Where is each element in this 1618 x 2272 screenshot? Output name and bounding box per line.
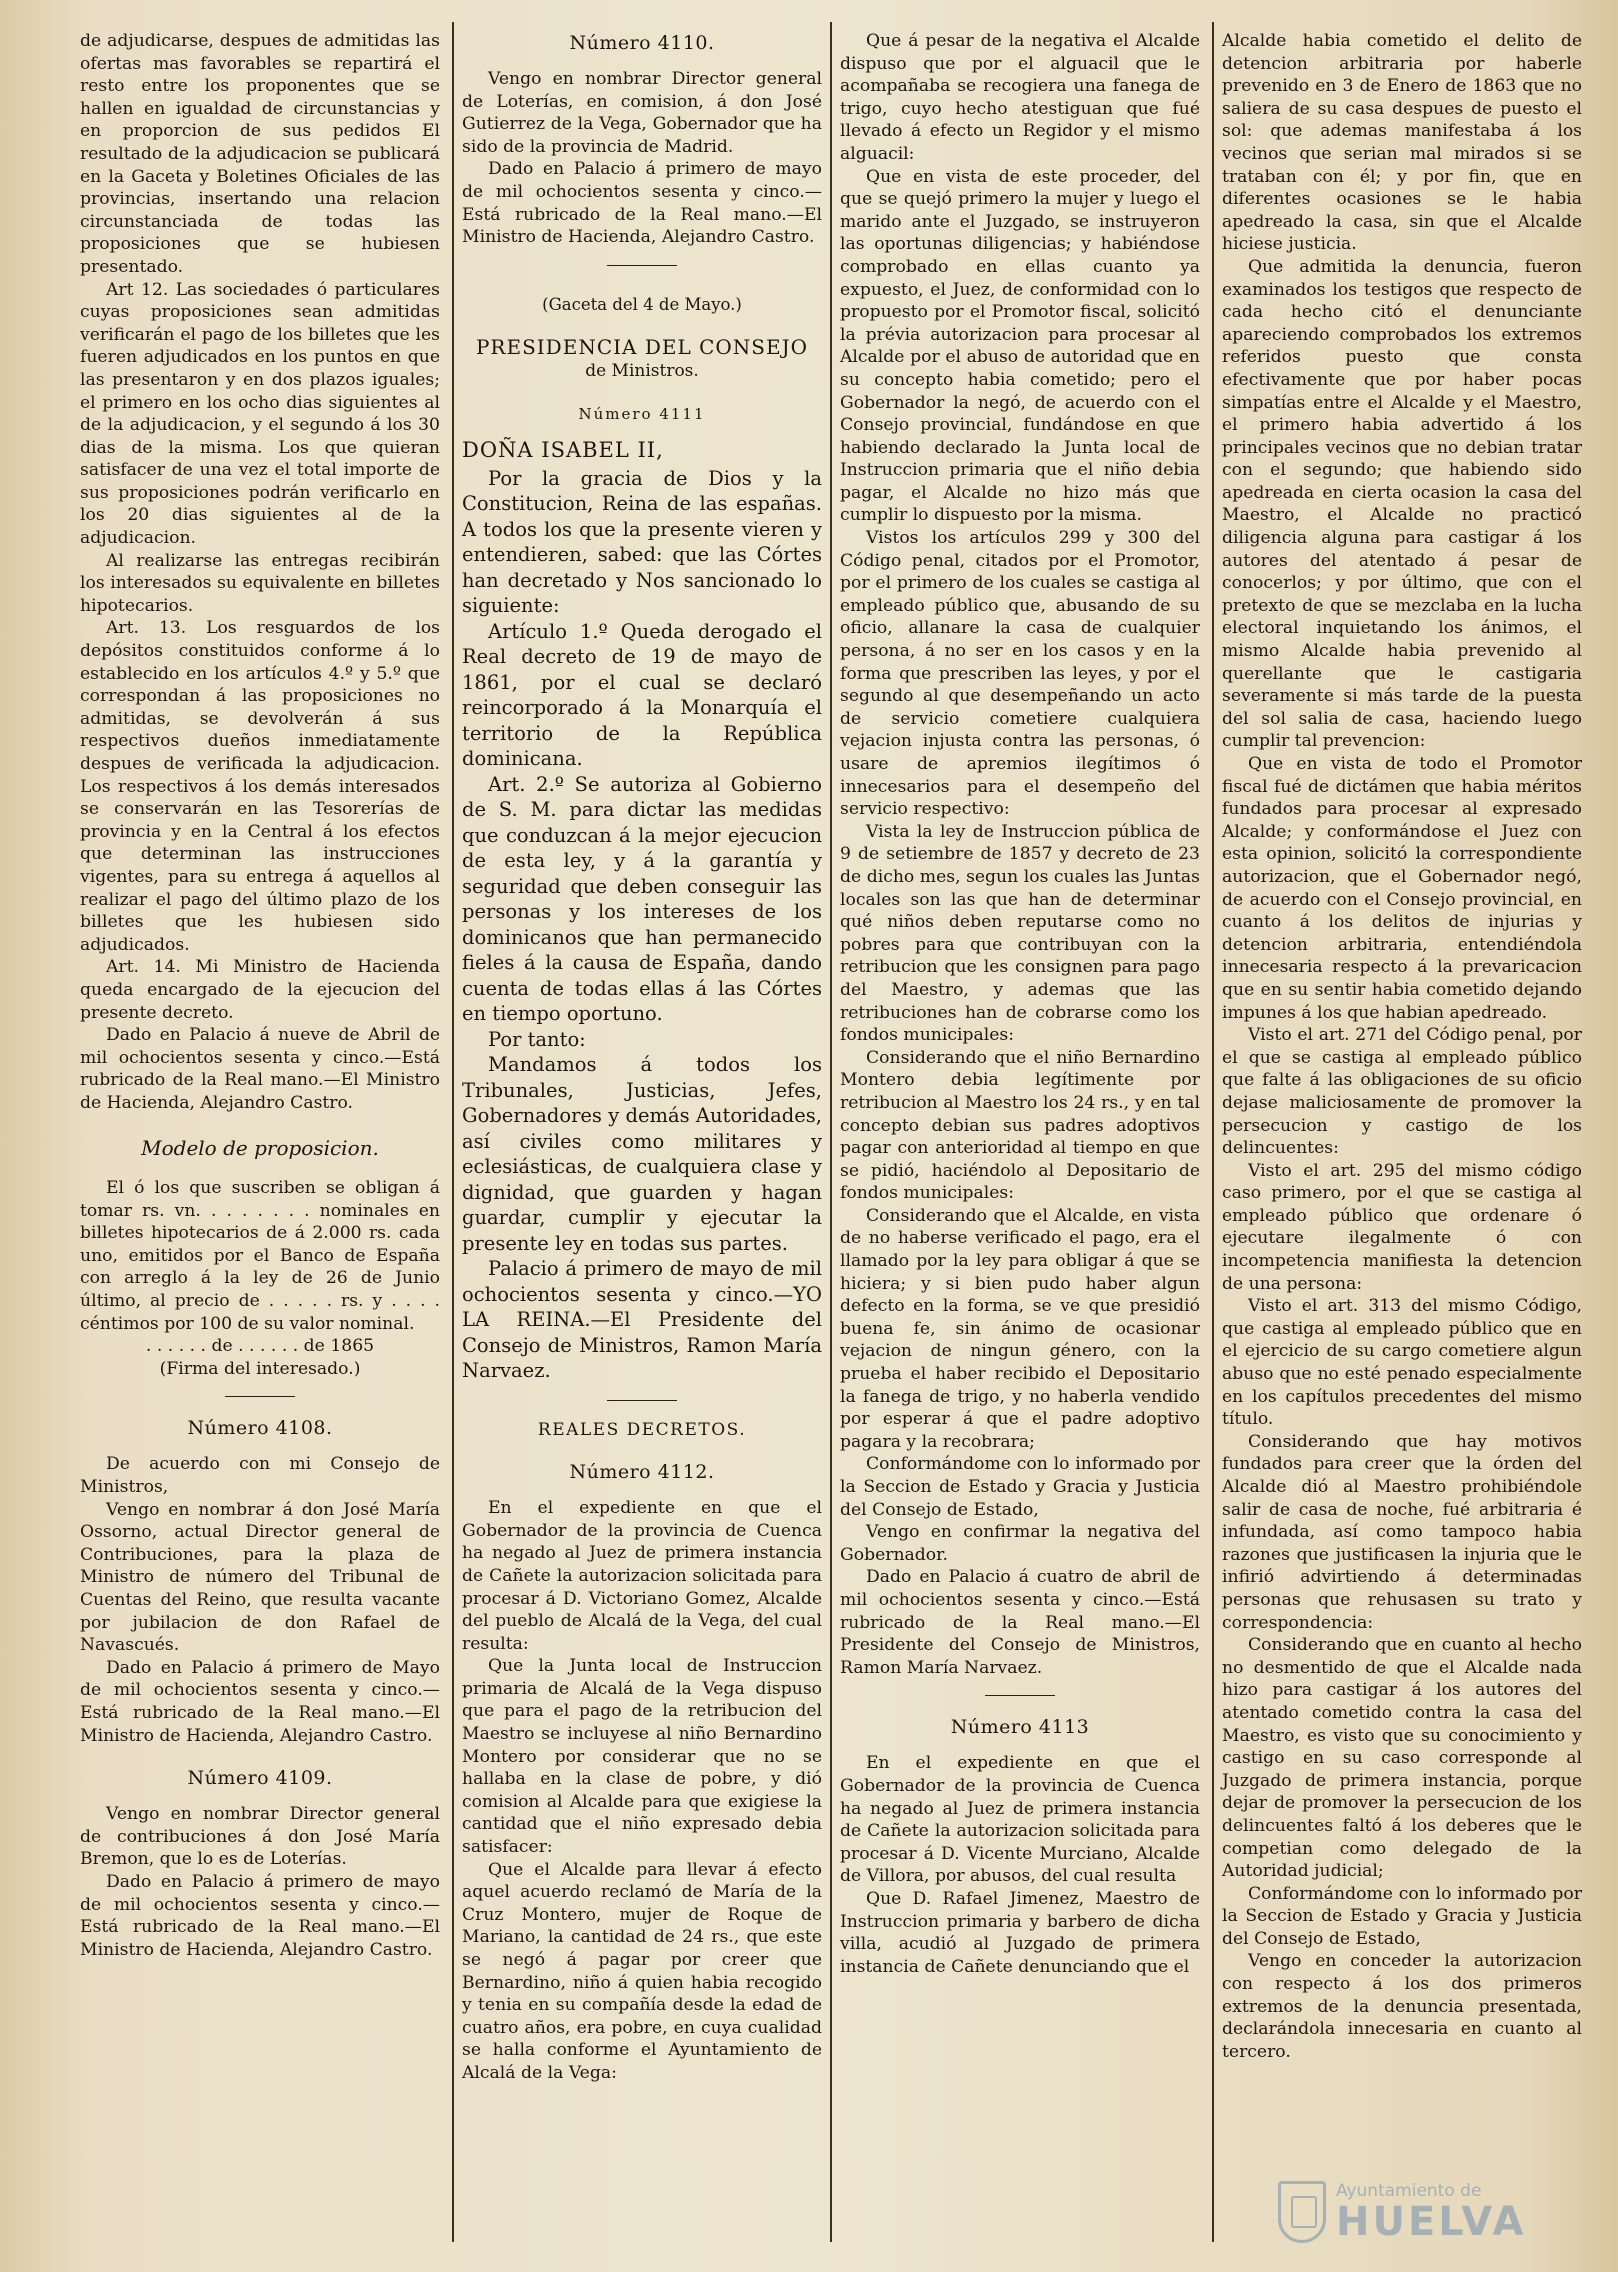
paragraph: de adjudicarse, despues de admitidas las ofertas mas favorables se repartirá el resto entre los proponentes que se hallen en igualdad de circunstancias y en proporcion de sus pedidos El resultado de la adjudicacion se publicará en la Gaceta y Boletines Oficiales de las provincias, insertando una relacion circunstanciada de todas las proposiciones que se hubiesen presentado. [80,31,440,277]
paragraph: Por la gracia de Dios y la Constitucion, Reina de las españas. A todos los que la presente vieren y entendieren, sabed: que las Córtes han decretado y Nos sancionado lo siguiente: [462,466,822,618]
paragraph: Mandamos á todos los Tribunales, Justicias, Jefes, Gobernadores y demás Autoridades, así civiles como militares y eclesiásticas, de cualquiera clase y dignidad, que guarden y hagan guardar, cumplir y ejecutar la presente ley en todas sus partes. [462,1053,822,1255]
column-rule [452,22,454,2242]
royal-heading: DOÑA ISABEL II, [462,437,664,462]
paragraph: Vistos los artículos 299 y 300 del Código penal, citados por el Promotor, por el primero de los cuales se castiga al empleado público que, abusando de su oficio, allanare la casa de cualquier persona, á no ser en los casos y en la forma que prescriben las leyes, y por el segundo al que desempeñando un acto de servicio cometiere cualquiera vejacion injusta contra las personas, ó usare de apremios ilegítimos ó innecesarios para el desempeño del servicio respectivo: [840,528,1200,820]
paragraph: En el expediente en que el Gobernador de la provincia de Cuenca ha negado al Juez de primera instancia de Cañete la autorizacion solicitada para procesar á D. Victoriano Gomez, Alcalde del pueblo de Alcalá de la Vega, del cual resulta: [462,1498,822,1654]
paragraph: Vengo en nombrar á don José María Ossorno, actual Director general de Contribuciones, para la plaza de Ministro de número del Tribunal de Cuentas del Reino, que resulta vacante por jubilacion de don Rafael de Navascués. [80,1499,440,1656]
separator [985,1695,1055,1696]
paragraph: Visto el art. 271 del Código penal, por el que se castiga al empleado público que falte á las obligaciones de su oficio dejase maliciosamente de promover la persecucion y castigo de los delincuentes: [1222,1025,1582,1159]
paragraph: Vengo en nombrar Director general de contribuciones á don José María Bremon, que lo es de Loterías. [80,1804,440,1870]
signature-note: (Firma del interesado.) [159,1358,361,1379]
column-3 [840,30,1200,1978]
separator [225,1396,295,1397]
paragraph: Que la Junta local de Instruccion primaria de Alcalá de la Vega dispuso que para el pago de la retribucion del Maestro se incluyese al niño Bernardino Montero por considerar que no se hallaba en la clase de pobre, y dió comision al Alcalde para que exigiese la cantidad que el niño expresado debia satisfacer: [462,1656,822,1858]
column-1 [80,30,440,1961]
section-subtitle: de Ministros. [585,361,699,382]
paragraph: Visto el art. 313 del mismo Código, que castiga al empleado público que en el ejercicio de su cargo cometiere algun abuso que no esté penado especialmente en los capítulos precedentes del mismo título. [1222,1296,1582,1430]
column-rule [830,22,832,2242]
paragraph: Conformándome con lo informado por la Seccion de Estado y Gracia y Justicia del Consejo de Estado, [840,1454,1200,1520]
paragraph: Considerando que el Alcalde, en vista de no haberse verificado el pago, era el llamado por la ley para obligar á que se hiciera; y si bien pudo haber algun defecto en la forma, se ve que presidió buena fe, sin ánimo de ocasionar vejacion de ningun género, con la prueba el haber recibido el Depositario la fanega de trigo, y no haberla vendido por esperar á que el padre adoptivo pagara y la recobrara; [840,1205,1200,1452]
paragraph: Por tanto: [488,1027,586,1051]
watermark-line-1: Ayuntamiento de [1336,2181,1482,2201]
coat-of-arms-icon [1278,2181,1326,2243]
paragraph: En el expediente en que el Gobernador de la provincia de Cuenca ha negado al Juez de primera instancia de Cañete la autorizacion solicitada para procesar á D. Vicente Murciano, Alcalde de Villora, por abusos, del cual resulta [840,1753,1200,1887]
decree-number-4111: Número 4111 [578,404,706,423]
paragraph-signature: Dado en Palacio á primero de Mayo de mil ochocientos sesenta y cinco.—Está rubricado de la Real mano.—El Ministro de Hacienda, Alejandro Castro. [80,1657,440,1746]
paragraph: Que en vista de este proceder, del que se quejó primero la mujer y luego el marido ante el Juzgado, se instruyeron las oportunas diligencias; y habiéndose comprobado en ellas cuanto ya expuesto, el Juez, de conformidad con lo propuesto por el Promotor fiscal, solicitó la prévia autorizacion para procesar al Alcalde por el abuso de autoridad que en su concepto habia cometido; pero el Gobernador la negó, de acuerdo con el Consejo provincial, fundándose en que habiendo declarado la Junta local de Instruccion primaria que el niño debia pagar, el Alcalde no hizo más que cumplir lo dispuesto por la misma. [840,166,1200,526]
watermark-line-2: HUELVA [1336,2199,1527,2245]
column-rule [1212,22,1214,2242]
separator [607,1400,677,1401]
decree-number-4108: Número 4108. [187,1417,333,1440]
paragraph-art-12: Art 12. Las sociedades ó particulares cuyas proposiciones sean admitidas verificarán el pago de los billetes que les fueren adjudicados en los puntos en que las presentaron y en dos plazos iguales; el primero en los ocho dias siguientes al de la adjudicacion, y el segundo á los 30 dias de la misma. Los que quieran satisfacer de una vez el total importe de sus proposiciones podrán verificarlo en los 20 dias siguientes al de la adjudicacion. [80,279,440,549]
paragraph-signature: Dado en Palacio á nueve de Abril de mil ochocientos sesenta y cinco.—Está rubricado de la Real mano.—El Ministro de Hacienda, Alejandro Castro. [80,1025,440,1113]
paragraph-art-14: Art. 14. Mi Ministro de Hacienda queda encargado de la ejecucion del presente decreto. [80,957,440,1023]
paragraph: Que á pesar de la negativa el Alcalde dispuso que por el alguacil que le acompañaba se recogiera una fanega de trigo, cuyo hecho atestiguan que fué llevado á efecto un Regidor y el mismo alguacil: [840,31,1200,164]
paragraph-art-2: Art. 2.º Se autoriza al Gobierno de S. M. para dictar las medidas que conduzcan á la mejor ejecucion de esta ley, y á la garantía y seguridad que deben conseguir las personas y los intereses de los dominicanos que han permanecido fieles á la causa de España, dando cuenta de todas ellas á las Córtes en tiempo oportuno. [462,772,822,1026]
paragraph: Vengo en nombrar Director general de Loterías, en comision, á don José Gutierrez de la Vega, Gobernador que ha sido de la provincia de Madrid. [462,69,822,157]
paragraph-signature: Dado en Palacio á primero de mayo de mil ochocientos sesenta y cinco.—Está rubricado de la Real mano.—El Ministro de Hacienda, Alejandro Castro. [462,159,822,248]
paragraph-art-13: Art. 13. Los resguardos de los depósitos constituidos conforme á lo establecido en los artículos 4.º y 5.º que correspondan á las proposiciones no admitidas, se devolverán á sus respectivos dueños inmediatamente despues de verificada la adjudicacion. Los respectivos á los demás interesados se conservarán en las Tesorerías de provincia y en la Central á los efectos que determinan las instrucciones vigentes, para su entrega á aquellos al realizar el pago del último plazo de los billetes que les hubiesen sido adjudicados. [80,618,440,955]
paragraph: Que admitida la denuncia, fueron examinados los testigos que respecto de cada hecho citó el denunciante apareciendo comprobados los extremos referidos puesto que consta efectivamente que por haber pocas simpatías entre el Alcalde y el Maestro, el primero habia advertido á los principales vecinos que no debian tratar con el segundo; que habiendo sido apedreada en cierta ocasion la casa del Maestro, el Alcalde no practicó diligencia alguna para castigar á los autores del atentado á pesar de conocerlos; y por último, que con el pretexto de que se mezclaba en la lucha electoral inquietando los ánimos, el mismo Alcalde habia prevenido al querellante que le castigaria severamente si más tarde de la puesta del sol salia de casa, haciendo luego cumplir tal prevencion: [1222,256,1582,752]
paragraph: De acuerdo con mi Consejo de Ministros, [80,1454,440,1498]
paragraph-signature: Dado en Palacio á primero de mayo de mil ochocientos sesenta y cinco.—Está rubricado de la Real mano.—El Ministro de Hacienda, Alejandro Castro. [80,1871,440,1960]
archive-watermark [1278,2172,1578,2252]
paragraph: Vengo en confirmar la negativa del Gobernador. [840,1522,1200,1565]
paragraph-signature: Palacio á primero de mayo de mil ochocientos sesenta y cinco.—YO LA REINA.—El Presidente del Consejo de Ministros, Ramon María Narvaez. [462,1257,822,1383]
paragraph: Visto el art. 295 del mismo código caso primero, por el que se castiga al empleado público que ordenare ó ejecutare ilegalmente ó con incompetencia manifiesta la detencion de una persona: [1222,1160,1582,1294]
paragraph-art-1: Artículo 1.º Queda derogado el Real decreto de 19 de mayo de 1861, por el cual se declaró reincorporado á la Monarquía el territorio de la República dominicana. [462,619,822,771]
column-2 [462,30,822,2085]
paragraph: Que en vista de todo el Promotor fiscal fué de dictámen que habia méritos fundados para procesar al expresado Alcalde; y conformándose el Juez con esta opinion, solicitó la correspondiente autorizacion, que el Gobernador negó, de acuerdo con el Consejo provincial, en cuanto á los delitos de injurias y detencion arbitraria, entendiéndola innecesaria respecto á la prevaricacion que en su sentir habia cometido dejando impunes á los que habian apedreado. [1222,754,1582,1023]
column-4 [1222,30,1582,2063]
gaceta-reference: (Gaceta del 4 de Mayo.) [542,294,742,314]
paragraph: Conformándome con lo informado por la Seccion de Estado y Gracia y Justicia del Consejo de Estado, [1222,1883,1582,1949]
paragraph-signature: Dado en Palacio á cuatro de abril de mil ochocientos sesenta y cinco.—Está rubricado de la Real mano.—El Presidente del Consejo de Ministros, Ramon María Narvaez. [840,1567,1200,1678]
date-line: . . . . . . de . . . . . . de 1865 [145,1336,375,1357]
paragraph: Considerando que en cuanto al hecho no desmentido de que el Alcalde nada hizo para castigar á los autores del atentado cometido contra la casa del Maestro, es visto que su conocimiento y castigo en su caso corresponde al Juzgado de primera instancia, porque dejar de promover la persecucion de los delincuentes faltó á los deberes que le competian como delegado de la Autoridad judicial; [1222,1635,1582,1882]
paragraph: Considerando que hay motivos fundados para creer que la órden del Alcalde dió al Maestro prohibiéndole salir de casa de noche, fué arbitraria é infundada, así como tampoco habia razones que justificasen la injuria que le infirió advirtiendo á determinadas personas que rehusasen su trato y correspondencia: [1222,1431,1582,1633]
paragraph: Que D. Rafael Jimenez, Maestro de Instruccion primaria y barbero de dicha villa, acudió al Juzgado de primera instancia de Cañete denunciando que el [840,1888,1200,1977]
section-title-reales-decretos: REALES DECRETOS. [537,1419,747,1440]
decree-number-4113: Número 4113 [950,1716,1090,1739]
section-heading-modelo: Modelo de proposicion. [141,1135,379,1160]
section-title-presidencia: PRESIDENCIA DEL CONSEJO [475,335,809,360]
decree-number-4109: Número 4109. [187,1767,333,1790]
paragraph-modelo: El ó los que suscriben se obligan á tomar rs. vn. . . . . . . . nominales en billetes hipotecarios de á 2.000 rs. cada uno, emitidos por el Banco de España con arreglo á la ley de 26 de Junio último, al precio de . . . . . rs. y . . . . céntimos por 100 de su valor nominal. [80,1178,440,1334]
paragraph: Que el Alcalde para llevar á efecto aquel acuerdo reclamó de María de la Cruz Montero, mujer de Roque de Mariano, la cantidad de 24 rs., que este se negó á pagar por creer que Bernardino, niño á quien habia recogido y tenia en su compañía desde la edad de cuatro años, era pobre, en cuya cualidad se halla conforme el Ayuntamiento de Alcalá de la Vega: [462,1859,822,2083]
decree-number-4110: Número 4110. [569,32,715,54]
paragraph: Alcalde habia cometido el delito de detencion arbitraria por haberle prevenido en 3 de Enero de 1863 que no saliera de su casa despues de puesto el sol: que ademas manifestaba á los vecinos que serian mal mirados si se trataban con él; y por fin, que en diferentes ocasiones se le habia apedreado la casa, sin que el Alcalde hiciese justicia. [1222,31,1582,255]
separator [607,265,677,266]
paragraph: Vista la ley de Instruccion pública de 9 de setiembre de 1857 y decreto de 23 de dicho mes, segun los cuales las Juntas locales son las que han de determinar qué niños deben reputarse como no pobres para que contribuyan con la retribucion que les consignen para pago del Maestro, y ademas que las retribuciones han de cobrarse como los fondos municipales: [840,821,1200,1046]
paragraph: Vengo en conceder la autorizacion con respecto á los dos primeros extremos de la denuncia presentada, declarándola innecesaria en cuanto al tercero. [1222,1951,1582,2062]
decree-number-4112: Número 4112. [569,1461,715,1484]
paragraph: Al realizarse las entregas recibirán los interesados su equivalente en billetes hipotecarios. [80,550,440,616]
paragraph: Considerando que el niño Bernardino Montero debia legítimente por retribucion al Maestro los 24 rs., y en tal concepto debian sus padres adoptivos pagar con anterioridad al tiempo en que se pidió, haciéndolo al Depositario de fondos municipales: [840,1047,1200,1204]
